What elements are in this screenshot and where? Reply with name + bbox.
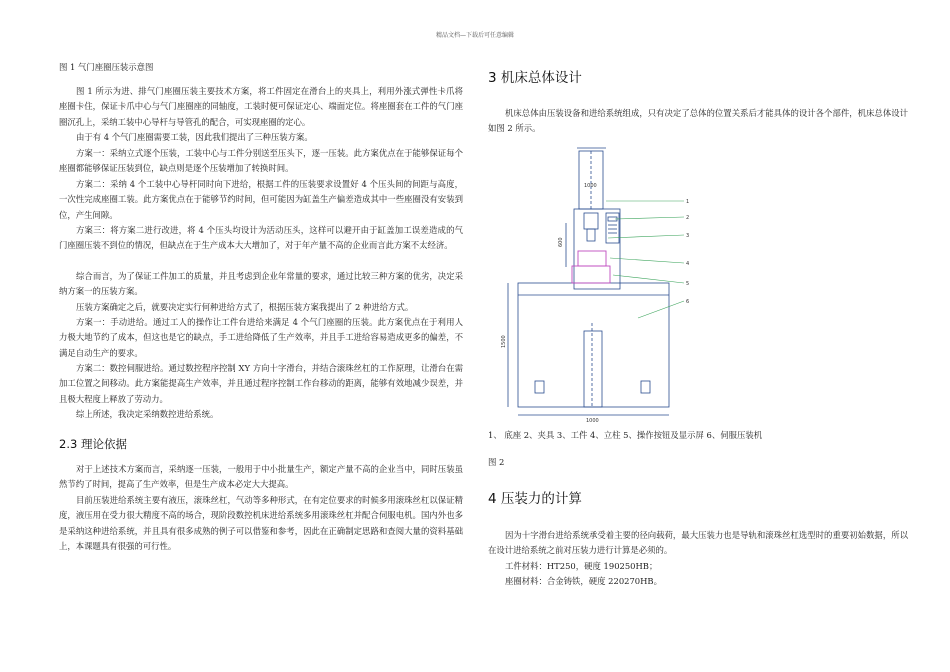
- paragraph: 方案一：手动进给。通过工人的操作让工件台进给来满足 4 个气门座圈的压装。此方案优点在于利用人力极大地节约了成本，但这也是它的缺点，手工进给降低了生产效率，并且手工进给容易造成更多的偏差，不满足自动生产的要求。: [59, 317, 463, 358]
- paragraph: 由于有 4 个气门座圈需要工装，因此我们提出了三种压装方案。: [76, 132, 313, 142]
- machine-drawing-svg: [488, 143, 718, 428]
- base: [518, 283, 669, 407]
- base-center-slot: [584, 331, 602, 407]
- figure-1-caption: 图 1 气门座圈压装示意图: [59, 62, 154, 72]
- callout-leader: [610, 258, 684, 263]
- paragraph: 方案二：数控伺服进给。通过数控程序控制 XY 方向十字滑台，并结合滚珠丝杠的工作原理，让滑台在需加工位置之间移动。此方案能提高生产效率，并且通过程序控制工作台移动的距离，能够有效地减少误差，并且极大程度上释放了劳动力。: [59, 363, 463, 404]
- callout-number: 5: [686, 281, 690, 287]
- dimension-text: 600: [558, 237, 564, 247]
- dimension-text: 1500: [501, 335, 507, 348]
- paragraph: 方案三：将方案二进行改进，将 4 个压头均设计为活动压头，这样可以避开由于缸盖加工误差造成的气门座圈压装不到位的情况，但缺点在于生产成本大大增加了，对于年产量不高的企业而言此方案不太经济。: [59, 225, 463, 251]
- fixture: [572, 266, 610, 283]
- section-heading-4: 4 压装力的计算: [488, 491, 582, 507]
- paragraph: 压装方案确定之后，就要决定实行何种进给方式了，根据压装方案我提出了 2 种进给方式。: [76, 302, 414, 312]
- callout-leader: [615, 217, 684, 219]
- paragraph: 图 1 所示为进、排气门座圈压装主要技术方案，将工件固定在滑台上的夹具上，利用外涨式弹性卡爪将座圈卡住，保证卡爪中心与气门座圈座的同轴度，工装时便可保证定心、端面定位。将座圈套在工件的气门座圈沉孔上，采纳工装中心导杆与导管孔的配合，可实现座圈的定心。: [59, 86, 463, 127]
- callout-number: 2: [686, 215, 690, 221]
- page-header: 精品文档—下载后可任意编辑: [435, 32, 514, 39]
- press-head: [587, 229, 595, 241]
- callout-leader: [638, 301, 684, 318]
- dimension-text: 1000: [584, 183, 597, 189]
- callout-number: 4: [686, 261, 690, 267]
- paragraph: 目前压装进给系统主要有液压，滚珠丝杠，气动等多种形式，在有定位要求的时候多用滚珠丝杠以保证精度，液压用在受力很大精度不高的场合，现阶段数控机床进给系统多用滚珠丝杠并配合伺服电机。国内外也多是采纳这种进给系统，并且具有很多成熟的例子可以借鉴和参考，因此在正确制定思路和查阅大量的资料基础上，本课题具有很强的可行性。: [59, 495, 463, 551]
- paragraph: 方案一：采纳立式逐个压装，工装中心与工件分别送至压头下，逐一压装。此方案优点在于能够保证每个座圈都能够保证压装到位，缺点则是逐个压装增加了转换时间。: [59, 148, 463, 174]
- material-line: 座圈材料：合金铸铁，硬度 220270HB。: [505, 576, 662, 586]
- press-ram: [584, 213, 598, 229]
- callout-leader: [613, 275, 684, 283]
- workpiece: [578, 251, 606, 266]
- column-upper: [579, 151, 603, 209]
- figure-2-caption: 图 2: [488, 457, 505, 467]
- callout-number: 3: [686, 233, 690, 239]
- callout-leader: [608, 235, 684, 238]
- callout-number: 1: [686, 199, 690, 205]
- figure-2-legend: 1、 底座 2、夹具 3、工件 4、立柱 5、操作按钮及显示屏 6、伺服压装机: [488, 430, 763, 440]
- section-heading-2-3: 2.3 理论依据: [59, 437, 127, 451]
- paragraph: 对于上述技术方案而言，采纳逐一压装，一般用于中小批量生产，额定产量不高的企业当中，同时压装虽然节约了时间，提高了生产效率，但是生产成本必定大大提高。: [59, 464, 463, 490]
- machine-drawing: [488, 143, 718, 428]
- paragraph: 机床总体由压装设备和进给系统组成，只有决定了总体的位置关系后才能具体的设计各个部件，机床总体设计如图 2 所示。: [488, 108, 908, 134]
- base-foot: [641, 381, 650, 393]
- paragraph: 因为十字滑台进给系统承受着主要的径向载荷，最大压装力也是导轨和滚珠丝杠选型时的重要初始数据，所以在设计进给系统之前对压装力进行计算是必须的。: [488, 530, 908, 556]
- callout-number: 6: [686, 299, 690, 305]
- dimension-text: 1000: [586, 418, 599, 424]
- paragraph: 综上所述，我决定采纳数控进给系统。: [76, 409, 219, 419]
- section-heading-3: 3 机床总体设计: [488, 70, 582, 86]
- material-line: 工件材料：HT250，硬度 190250HB；: [505, 561, 658, 571]
- paragraph: 综合而言，为了保证工件加工的质量，并且考虑到企业年常量的要求，通过比较三种方案的优劣，决定采纳方案一的压装方案。: [59, 271, 463, 297]
- paragraph: 方案二：采纳 4 个工装中心导杆同时向下进给，根据工件的压装要求设置好 4 个压头间的间距与高度，一次性完成座圈工装。此方案优点在于能够节约时间，但可能因为缸盖生产偏差造成其中一些座圈没有安装到位，产生间隙。: [59, 179, 463, 220]
- base-foot: [535, 381, 544, 393]
